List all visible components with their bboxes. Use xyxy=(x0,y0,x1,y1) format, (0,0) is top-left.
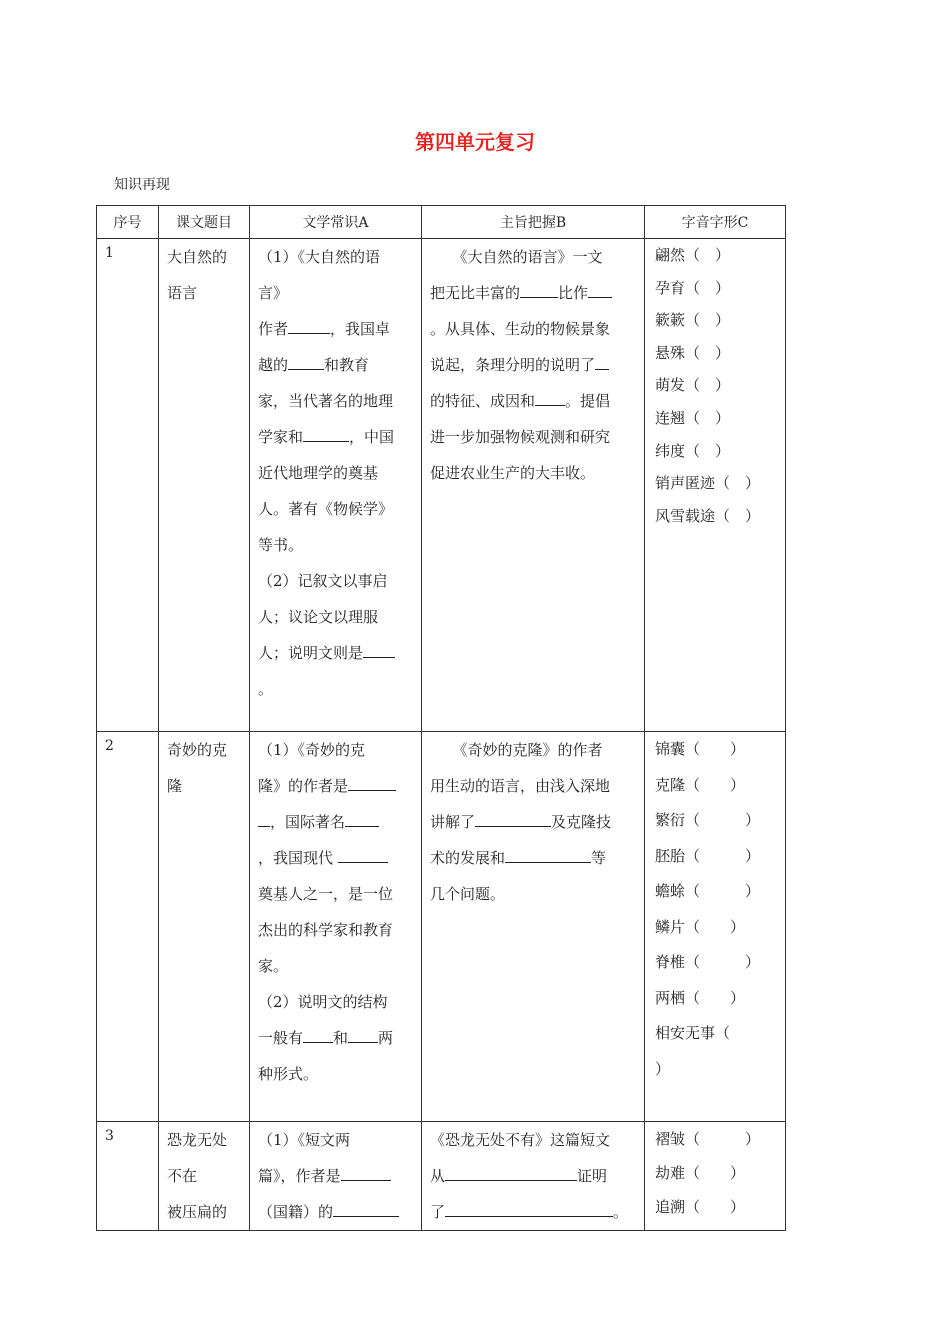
cell-line: 鳞片（ ） xyxy=(655,917,746,936)
lesson-cell xyxy=(159,732,250,1122)
line-text: 从 xyxy=(430,1167,446,1185)
lesson-cell xyxy=(159,1122,250,1231)
line-text: 言》 xyxy=(258,284,289,302)
page-title: 第四单元复习 xyxy=(415,130,535,154)
line-text: 及克隆技 xyxy=(551,813,612,831)
theme-cell xyxy=(422,1122,645,1231)
table-row xyxy=(97,732,786,1122)
line-text: 篇》，作者是 xyxy=(258,1167,341,1185)
cell-line xyxy=(258,239,413,275)
cell-line xyxy=(258,671,413,707)
line-text: ，我国卓 xyxy=(330,320,391,338)
line-text: 近代地理学的奠基 xyxy=(258,464,379,482)
theme-cell xyxy=(422,732,645,1122)
cell-line xyxy=(258,876,413,912)
line-text: ，中国 xyxy=(349,428,395,446)
line-text: 等 xyxy=(591,849,607,867)
cell-line: 追溯（ ） xyxy=(655,1198,746,1216)
line-text: （2）说明文的结构 xyxy=(258,993,388,1011)
line-text: 和教育 xyxy=(324,356,370,374)
line-text: 种形式。 xyxy=(258,1065,319,1083)
line-text: 几个问题。 xyxy=(430,885,506,903)
fill-blank[interactable] xyxy=(288,355,324,370)
fill-blank[interactable] xyxy=(303,427,349,442)
cell-line xyxy=(258,1020,413,1056)
cell-line xyxy=(258,804,413,840)
line-text: 的特征、成因和 xyxy=(430,392,536,410)
cell-line xyxy=(430,804,636,840)
line-text: 人。著有《物候学》 xyxy=(258,500,394,518)
cell-line xyxy=(430,876,636,912)
cell-line: 纬度（ ） xyxy=(655,441,731,460)
cell-line xyxy=(430,1194,636,1230)
cell-line xyxy=(258,984,413,1020)
line-text: 等书。 xyxy=(258,536,304,554)
line-text: 《大自然的语言》一文 xyxy=(430,248,603,266)
line-text: 促进农业生产的大丰收。 xyxy=(430,464,596,482)
cell-line xyxy=(430,732,636,768)
line-text: （1）《奇妙的克 xyxy=(258,741,366,759)
fill-blank[interactable] xyxy=(475,812,551,827)
cell-line xyxy=(258,1158,413,1194)
line-text: 。 xyxy=(258,680,274,698)
cell-line: 胚胎（ ） xyxy=(655,846,761,865)
cell-line xyxy=(430,455,636,491)
cell-line xyxy=(258,732,413,768)
cell-line: 脊椎（ ） xyxy=(655,953,761,971)
chars-cell xyxy=(645,1122,786,1231)
fill-blank[interactable] xyxy=(303,1028,333,1043)
cell-line: 连翘（ ） xyxy=(655,408,731,427)
header-knowledge: 文学常识A xyxy=(250,206,422,239)
cell-line: 被压扁的 xyxy=(167,1203,228,1221)
fill-blank[interactable] xyxy=(348,776,396,791)
cell-line xyxy=(430,383,636,419)
cell-line xyxy=(258,948,413,984)
table-row xyxy=(97,239,786,732)
line-text: 杰出的科学家和教育 xyxy=(258,921,394,939)
cell-line: 销声匿迹（ ） xyxy=(655,474,761,493)
line-text: ，我国现代 xyxy=(258,849,338,867)
cell-line: 语言 xyxy=(167,284,198,302)
cell-line xyxy=(258,1194,413,1230)
cell-line: 相安无事（ xyxy=(655,1024,776,1042)
cell-line xyxy=(430,347,636,383)
cell-line: 两栖（ ） xyxy=(655,988,746,1007)
line-text: 。 xyxy=(613,1203,629,1221)
line-text: 家。 xyxy=(258,957,289,975)
fill-blank[interactable] xyxy=(445,1166,577,1181)
fill-blank[interactable] xyxy=(520,283,558,298)
line-text: 奠基人之一，是一位 xyxy=(258,885,394,903)
line-text: 两 xyxy=(378,1029,394,1047)
cell-line xyxy=(430,768,636,804)
header-theme: 主旨把握B xyxy=(422,206,645,239)
line-text: 《恐龙无处不有》这篇短文 xyxy=(430,1131,611,1149)
line-text: 和 xyxy=(333,1029,349,1047)
cell-line xyxy=(258,527,413,563)
cell-line xyxy=(430,239,636,275)
section-label: 知识再现 xyxy=(114,177,170,193)
cell-line: 翩然（ ） xyxy=(655,246,731,264)
line-text: 人；说明文则是 xyxy=(258,644,364,662)
cell-line: 大自然的 xyxy=(167,248,228,266)
line-text: （国籍）的 xyxy=(258,1203,334,1221)
line-text: （1）《大自然的语 xyxy=(258,248,381,266)
fill-blank[interactable] xyxy=(505,848,591,863)
cell-line xyxy=(258,563,413,599)
cell-line xyxy=(258,419,413,455)
line-text: （2）记叙文以事启 xyxy=(258,572,388,590)
line-text: 隆》的作者是 xyxy=(258,777,349,795)
fill-blank[interactable] xyxy=(345,812,379,827)
cell-line: 萌发（ ） xyxy=(655,376,731,395)
cell-line: 克隆（ ） xyxy=(655,775,746,794)
table-row xyxy=(97,1122,786,1231)
fill-blank[interactable] xyxy=(595,355,609,370)
cell-line xyxy=(258,599,413,635)
line-text: 了 xyxy=(430,1203,446,1221)
cell-line xyxy=(430,1122,636,1158)
line-text: 进一步加强物候观测和研究 xyxy=(430,428,611,446)
review-table xyxy=(96,205,786,1231)
line-text: 《奇妙的克隆》的作者 xyxy=(430,741,603,759)
cell-line: ） xyxy=(655,1059,671,1078)
cell-line xyxy=(430,840,636,876)
fill-blank[interactable] xyxy=(338,848,388,863)
cell-line: 褶皱（ ） xyxy=(655,1130,761,1148)
cell-line xyxy=(258,275,413,311)
cell-line: 蟾蜍（ ） xyxy=(655,882,761,900)
cell-line xyxy=(430,419,636,455)
line-text: 家，当代著名的地理 xyxy=(258,392,394,410)
line-text: 一般有 xyxy=(258,1029,304,1047)
fill-blank[interactable] xyxy=(348,1028,378,1043)
line-text: 人；议论文以理服 xyxy=(258,608,379,626)
line-text: 用生动的语言，由浅入深地 xyxy=(430,777,611,795)
knowledge-cell xyxy=(250,1122,422,1231)
line-text: 术的发展和 xyxy=(430,849,506,867)
cell-line xyxy=(258,1056,413,1092)
line-text: 。从具体、生动的物候景象 xyxy=(430,320,611,338)
fill-blank[interactable] xyxy=(535,391,565,406)
line-text: 越的 xyxy=(258,356,289,374)
header-chars: 字音字形C xyxy=(645,206,786,239)
line-text: （1）《短文两 xyxy=(258,1131,351,1149)
line-text: 讲解了 xyxy=(430,813,476,831)
line-text: 说起，条理分明的说明了 xyxy=(430,356,596,374)
cell-line xyxy=(430,311,636,347)
header-row xyxy=(97,206,786,239)
line-text: 。提倡 xyxy=(565,392,611,410)
cell-line: 奇妙的克 xyxy=(167,741,228,759)
fill-blank[interactable] xyxy=(445,1202,613,1217)
knowledge-cell xyxy=(250,239,422,732)
line-text: 证明 xyxy=(577,1167,608,1185)
chars-cell xyxy=(645,732,786,1122)
line-text: 把无比丰富的 xyxy=(430,284,521,302)
cell-line xyxy=(258,635,413,671)
cell-line xyxy=(430,1158,636,1194)
cell-line: 隆 xyxy=(167,777,183,795)
row-index: 3 xyxy=(97,1122,159,1231)
line-text: 学家和 xyxy=(258,428,304,446)
cell-line xyxy=(258,383,413,419)
cell-line: 风雪载途（ ） xyxy=(655,506,761,525)
fill-blank[interactable] xyxy=(333,1202,399,1217)
cell-line: 不在 xyxy=(167,1167,198,1185)
cell-line xyxy=(258,1122,413,1158)
cell-line: 悬殊（ ） xyxy=(655,343,731,362)
cell-line: 繁衍（ ） xyxy=(655,811,761,829)
theme-cell xyxy=(422,239,645,732)
knowledge-cell xyxy=(250,732,422,1122)
row-index: 2 xyxy=(97,732,159,1122)
cell-line xyxy=(258,768,413,804)
cell-line xyxy=(258,311,413,347)
fill-blank[interactable] xyxy=(363,643,395,658)
fill-blank[interactable] xyxy=(588,283,612,298)
cell-line: 恐龙无处 xyxy=(167,1131,228,1149)
cell-line xyxy=(258,491,413,527)
line-text: ，国际著名 xyxy=(270,813,346,831)
row-index: 1 xyxy=(97,239,159,732)
fill-blank[interactable] xyxy=(288,319,330,334)
cell-line xyxy=(258,347,413,383)
cell-line xyxy=(258,840,413,876)
cell-line: 簌簌（ ） xyxy=(655,311,731,330)
line-text: 比作 xyxy=(558,284,589,302)
cell-line: 孕育（ ） xyxy=(655,278,731,297)
chars-cell xyxy=(645,239,786,732)
header-lesson: 课文题目 xyxy=(159,206,250,239)
cell-line xyxy=(258,455,413,491)
cell-line xyxy=(258,912,413,948)
header-index: 序号 xyxy=(97,206,159,239)
cell-line: 锦囊（ ） xyxy=(655,740,746,758)
fill-blank[interactable] xyxy=(258,812,270,827)
fill-blank[interactable] xyxy=(341,1166,391,1181)
cell-line xyxy=(430,275,636,311)
lesson-cell xyxy=(159,239,250,732)
cell-line: 劫难（ ） xyxy=(655,1164,746,1182)
line-text: 作者 xyxy=(258,320,289,338)
